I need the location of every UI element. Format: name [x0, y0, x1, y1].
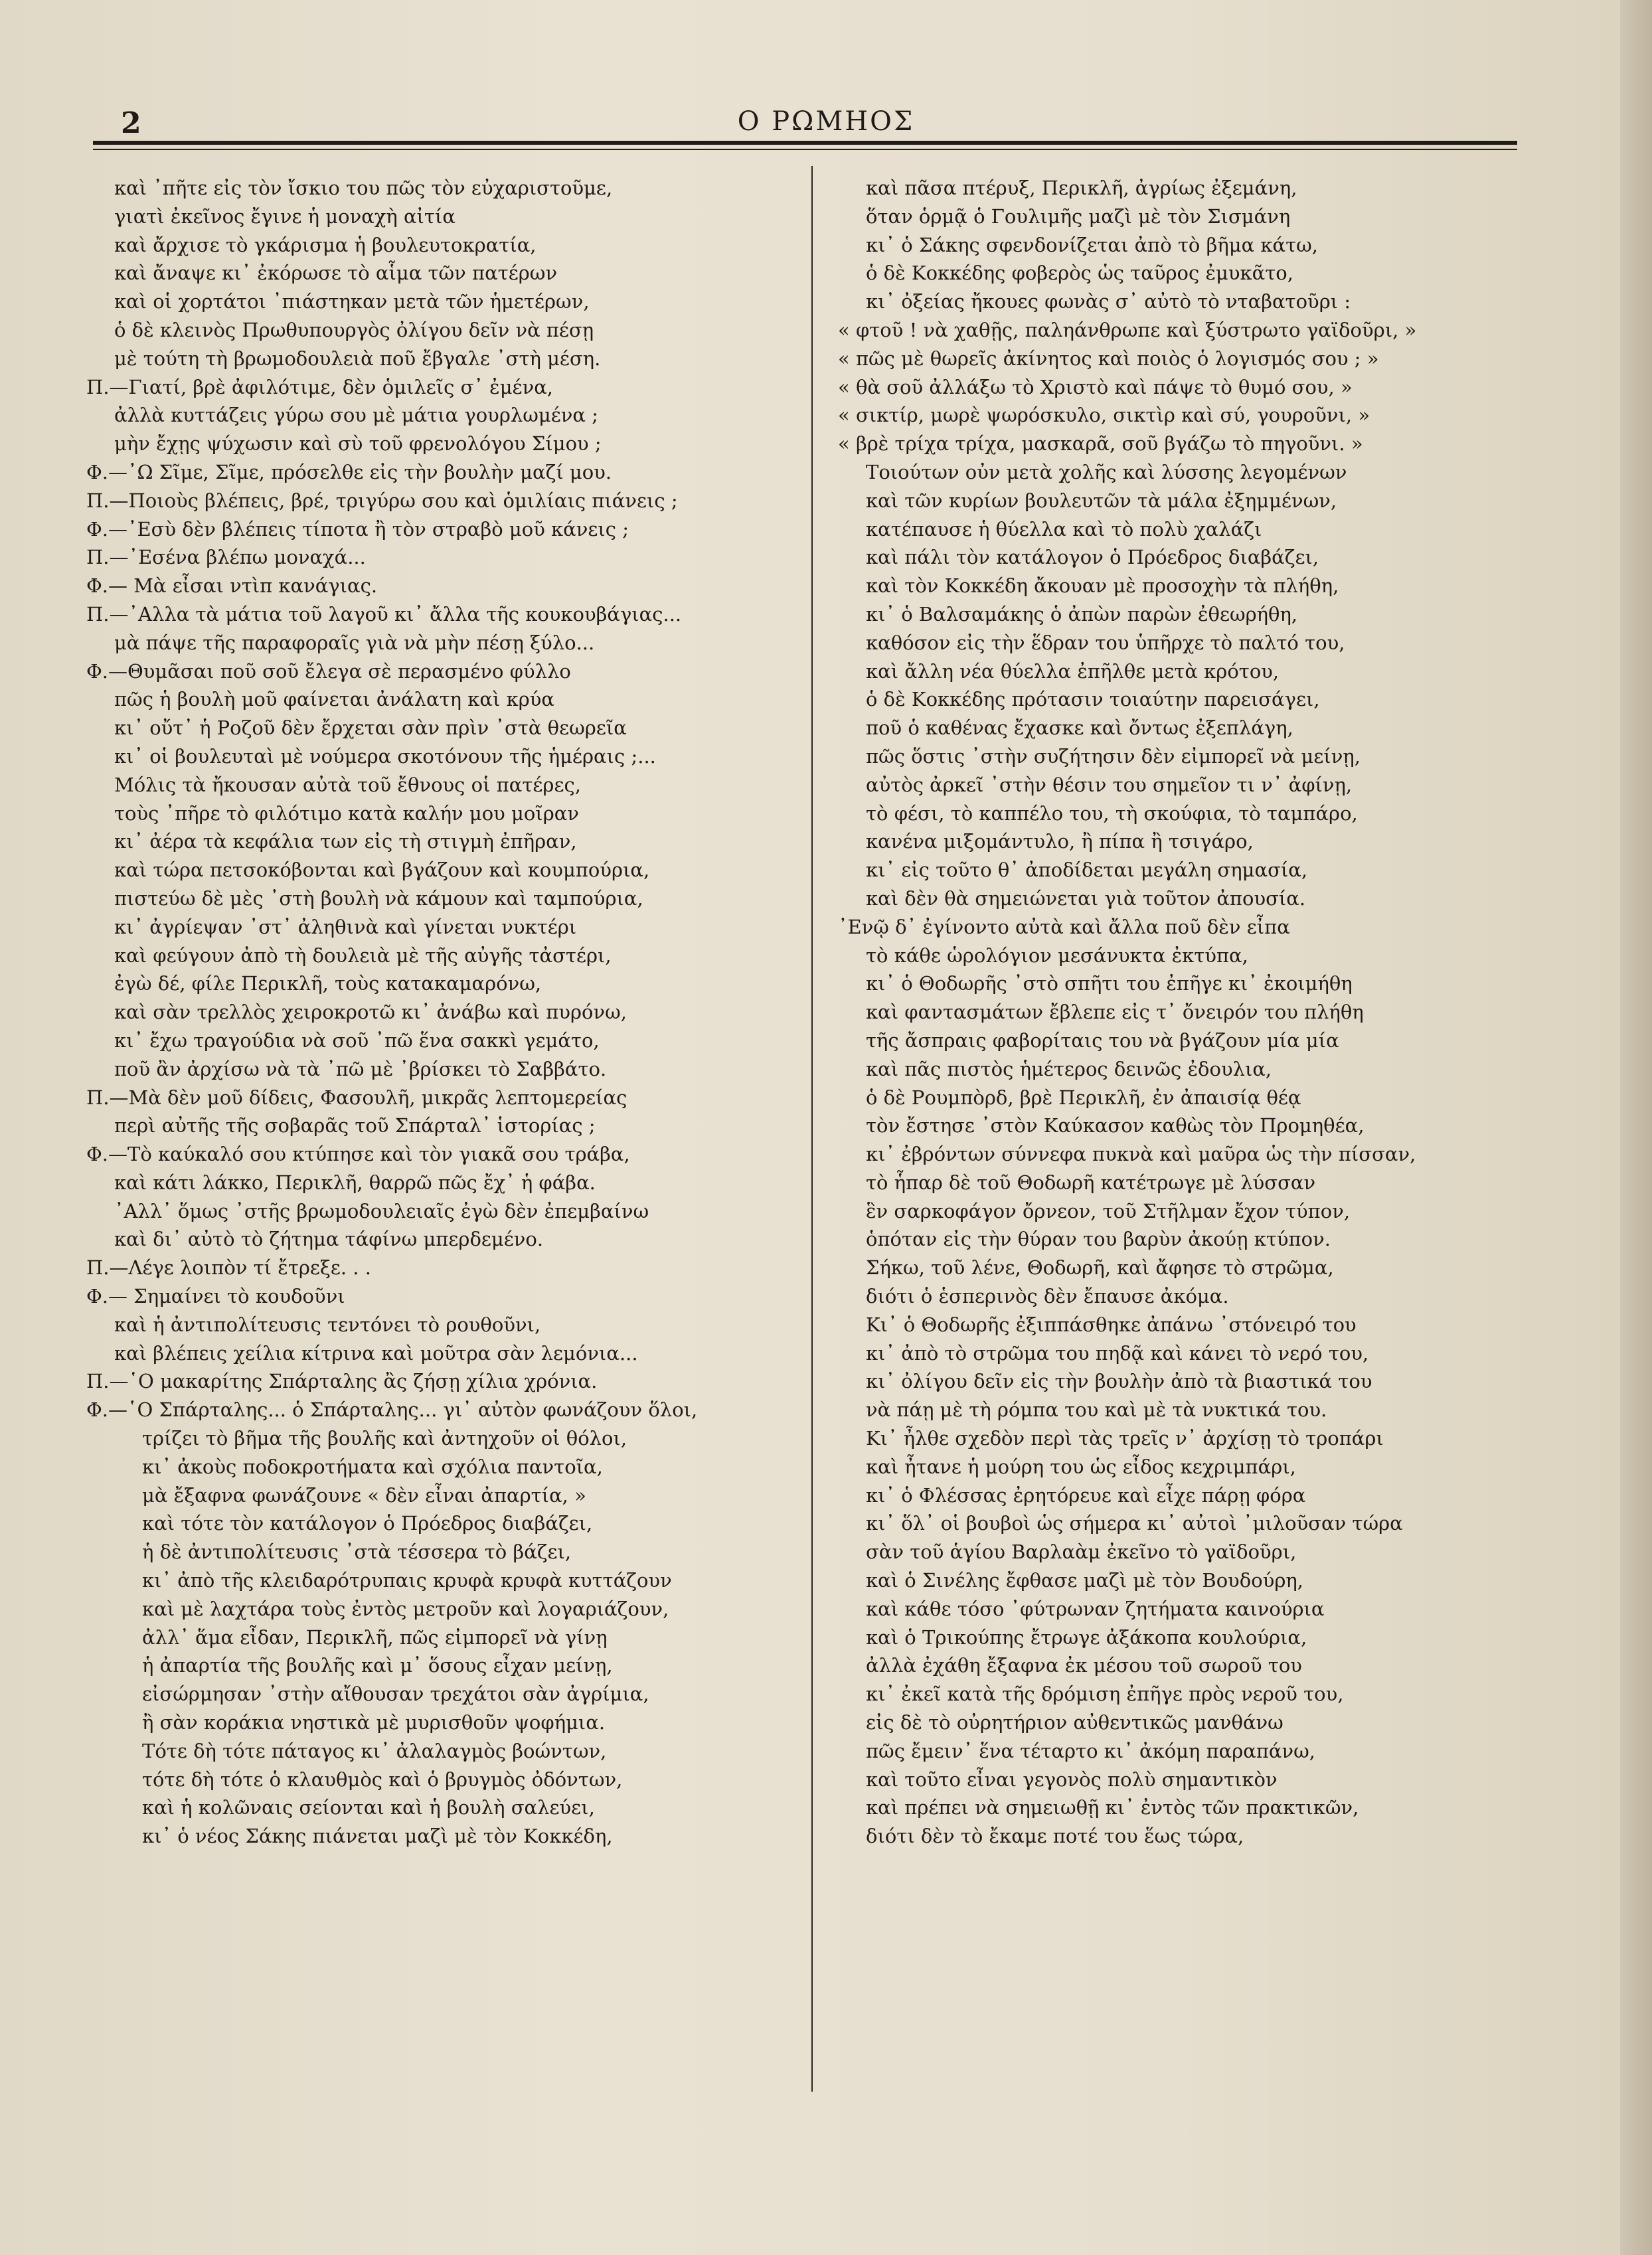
text-line: ἡ ἀπαρτία τῆς βουλῆς καὶ μ᾿ ὅσους εἶχαν μείνῃ, [142, 1654, 613, 1677]
text-line: ποῦ ὁ καθένας ἔχασκε καὶ ὄντως ἐξεπλάγη, [866, 716, 1293, 740]
text-line: κι᾿ ὁ Σάκης σφενδονίζεται ἀπὸ τὸ βῆμα κάτω, [866, 233, 1319, 256]
text-line: καὶ πᾶς πιστὸς ἡμέτερος δεινῶς ἐδουλια, [866, 1057, 1272, 1080]
text-line: κι᾿ ὀλίγου δεῖν εἰς τὴν βουλὴν ἀπὸ τὰ βιαστικά του [866, 1370, 1372, 1393]
text-line: ὁ δὲ Κοκκέδης πρότασιν τοιαύτην παρεισάγει, [866, 688, 1320, 711]
text-line: καθόσον εἰς τὴν ἕδραν του ὑπῆρχε τὸ παλτό του, [866, 631, 1345, 654]
text-line: πιστεύω δὲ μὲς ᾿στὴ βουλὴ νὰ κάμουν καὶ ταμπούρια, [114, 886, 643, 910]
text-line: καὶ τώρα πετσοκόβονται καὶ βγάζουν καὶ κουμπούρια, [114, 859, 650, 882]
text-line: ὁ δὲ Ρουμπὸρδ, βρὲ Περικλῆ, ἐν ἀπαισίᾳ θέᾳ [866, 1086, 1301, 1109]
page-number: 2 [121, 106, 141, 140]
text-line: κι᾿ εἰς τοῦτο θ᾿ ἀποδίδεται μεγάλη σημασία, [866, 859, 1308, 882]
text-line: καὶ σὰν τρελλὸς χειροκροτῶ κι᾿ ἀνάβω καὶ πυρόνω, [114, 1001, 627, 1024]
text-line: Τοιούτων οὐν μετὰ χολῆς καὶ λύσσης λεγομένων [866, 460, 1347, 483]
text-line: Φ.—᾿Εσὺ δὲν βλέπεις τίποτα ἢ τὸν στραβὸ μοῦ κάνεις ; [86, 517, 629, 541]
text-line: κι᾿ ὁ Φλέσσας ἐρητόρευε καὶ εἶχε πάρῃ φόρα [866, 1483, 1306, 1507]
text-line: καὶ ἡ ἀντιπολίτευσις τεντόνει τὸ ρουθοῦνι, [114, 1313, 541, 1336]
text-line: κι᾿ ἀέρα τὰ κεφάλια των εἰς τὴ στιγμὴ ἐπῆραν, [114, 830, 577, 853]
text-line: μὴν ἔχῃς ψύχωσιν καὶ σὺ τοῦ φρενολόγου Σίμου ; [114, 432, 602, 456]
text-line: κι᾿ ἀπὸ τὸ στρῶμα του πηδᾷ καὶ κάνει τὸ νερό του, [866, 1341, 1369, 1365]
text-line: καὶ μὲ λαχτάρα τοὺς ἐντὸς μετροῦν καὶ λογαριάζουν, [142, 1597, 669, 1620]
text-line: « βρὲ τρίχα τρίχα, μασκαρᾶ, σοῦ βγάζω τὸ πηγοῦνι. » [838, 432, 1363, 456]
text-line: καὶ πάλι τὸν κατάλογον ὁ Πρόεδρος διαβάζει, [866, 546, 1319, 569]
text-line: κι᾿ ἔχω τραγούδια νὰ σοῦ ᾿πῶ ἕνα σακκὶ γεμάτο, [114, 1029, 600, 1052]
text-line: καὶ βλέπεις χείλια κίτρινα καὶ μοῦτρα σὰν λεμόνια... [114, 1341, 638, 1365]
text-line: κι᾿ ὀξείας ἤκουες φωνὰς σ᾿ αὐτὸ τὸ νταβατοῦρι : [866, 290, 1351, 313]
text-line: Π.—῾Ο μακαρίτης Σπάρταλης ἂς ζήσῃ χίλια χρόνια. [86, 1370, 598, 1393]
text-line: καὶ φαντασμάτων ἔβλεπε εἰς τ᾿ ὄνειρόν του πλήθη [866, 1001, 1364, 1024]
text-line: τρίζει τὸ βῆμα τῆς βουλῆς καὶ ἀντηχοῦν οἱ θόλοι, [142, 1427, 627, 1450]
text-line: Φ.—᾿Ω Σῖμε, Σῖμε, πρόσελθε εἰς τὴν βουλὴν μαζί μου. [86, 460, 612, 483]
text-line: ὁ δὲ Κοκκέδης φοβερὸς ὡς ταῦρος ἐμυκᾶτο, [866, 262, 1293, 285]
text-line: καὶ τῶν κυρίων βουλευτῶν τὰ μάλα ἐξημμένων, [866, 489, 1337, 512]
text-line: εἰσώρμησαν ᾿στὴν αἴθουσαν τρεχάτοι σὰν ἀγρίμια, [142, 1683, 649, 1706]
text-line: κανένα μιξομάντυλο, ἢ πίπα ἢ τσιγάρο, [866, 830, 1254, 853]
text-line: Π.—Μὰ δὲν μοῦ δίδεις, Φασουλῆ, μικρᾶς λεπτομερείας [86, 1086, 627, 1109]
text-line: αὐτὸς ἀρκεῖ ᾿στὴν θέσιν του σημεῖον τι ν᾿ ἀφίνῃ, [866, 773, 1353, 796]
text-line: καὶ ἄλλη νέα θύελλα ἐπῆλθε μετὰ κρότου, [866, 659, 1280, 683]
text-line: τῆς ἄσπραις φαβορίταις του νὰ βγάζουν μία μία [866, 1029, 1339, 1052]
text-line: καὶ πρέπει νὰ σημειωθῇ κι᾿ ἐντὸς τῶν πρακτικῶν, [866, 1796, 1359, 1819]
text-line: ὁπόταν εἰς τὴν θύραν του βαρὺν ἀκούῃ κτύπον. [866, 1228, 1331, 1251]
header-rule-thin [93, 149, 1517, 150]
text-line: περὶ αὐτῆς τῆς σοβαρᾶς τοῦ Σπάρταλ᾿ ἱστορίας ; [114, 1114, 596, 1137]
text-line: κι᾿ ἀγρίεψαν ᾿στ᾿ ἀληθινὰ καὶ γίνεται νυκτέρι [114, 915, 577, 938]
text-line: ᾿Αλλ᾿ ὅμως ᾿στῆς βρωμοδουλειαῖς ἐγὼ δὲν ἐπεμβαίνω [114, 1199, 649, 1222]
text-line: Φ.— Σημαίνει τὸ κουδοῦνι [86, 1285, 345, 1308]
text-line: τὸν ἔστησε ᾿στὸν Καύκασον καθὼς τὸν Προμηθέα, [866, 1114, 1364, 1137]
text-line: καὶ τὸν Κοκκέδη ἄκουαν μὲ προσοχὴν τὰ πλήθη, [866, 574, 1339, 598]
text-line: κι᾿ ἐβρόντων σύννεφα πυκνὰ καὶ μαῦρα ὡς τὴν πίσσαν, [866, 1143, 1416, 1166]
text-line: τὸ φέσι, τὸ καππέλο του, τὴ σκούφια, τὸ ταμπάρο, [866, 801, 1358, 825]
text-line: ἢ σὰν κοράκια νηστικὰ μὲ μυρισθοῦν ψοφήμια. [142, 1711, 606, 1734]
text-line: « πῶς μὲ θωρεῖς ἀκίνητος καὶ ποιὸς ὁ λογισμός σου ; » [838, 347, 1379, 370]
text-line: Π.—Ποιοὺς βλέπεις, βρέ, τριγύρω σου καὶ ὁμιλίαις πιάνεις ; [86, 489, 678, 512]
text-line: καὶ πᾶσα πτέρυξ, Περικλῆ, ἀγρίως ἐξεμάνη, [866, 177, 1297, 199]
masthead-title: Ο ΡΩΜΗΟΣ [737, 106, 915, 137]
text-line: καὶ κάτι λάκκο, Περικλῆ, θαρρῶ πῶς ἔχ᾿ ἡ φάβα. [114, 1171, 596, 1194]
text-line: διότι ὁ ἑσπερινὸς δὲν ἔπαυσε ἀκόμα. [866, 1285, 1229, 1308]
text-line: κι᾿ οἱ βουλευταὶ μὲ νούμερα σκοτόνουν τῆς ἡμέραις ;... [114, 744, 656, 768]
text-line: κι᾿ ὅλ᾿ οἱ βουβοὶ ὡς σήμερα κι᾿ αὐτοὶ ᾿μιλοῦσαν τώρα [866, 1512, 1403, 1535]
text-line: κι᾿ ὁ Βαλσαμάκης ὁ ἀπὼν παρὼν ἐθεωρήθη, [866, 602, 1298, 626]
text-line: Φ.—῾Ο Σπάρταλης... ὁ Σπάρταλης... γι᾿ αὐτὸν φωνάζουν ὅλοι, [86, 1398, 698, 1422]
text-line: μὲ τούτη τὴ βρωμοδουλειὰ ποῦ ἔβγαλε ᾿στὴ μέση. [114, 347, 601, 370]
column-divider [811, 166, 813, 2092]
text-line: Π.—Γιατί, βρὲ ἀφιλότιμε, δὲν ὁμιλεῖς σ᾿ ἐμένα, [86, 375, 554, 398]
text-line: ἀλλὰ κυττάζεις γύρω σου μὲ μάτια γουρλωμένα ; [114, 404, 598, 427]
header-rule [93, 141, 1517, 145]
text-line: Φ.—Θυμᾶσαι ποῦ σοῦ ἔλεγα σὲ περασμένο φύλλο [86, 659, 571, 683]
text-line: « φτοῦ ! νὰ χαθῇς, παληάνθρωπε καὶ ξύστρωτο γαϊδοῦρι, » [838, 318, 1417, 341]
adjacent-page-edge [1620, 0, 1652, 2255]
right-column [838, 174, 1602, 1851]
text-line: « θὰ σοῦ ἀλλάξω τὸ Χριστὸ καὶ πάψε τὸ θυμό σου, » [838, 375, 1353, 398]
text-line: καὶ ᾿πῆτε εἰς τὸν ἴσκιο του πῶς τὸν εὐχαριστοῦμε, [114, 177, 613, 199]
text-line: σὰν τοῦ ἁγίου Βαρλαὰμ ἐκεῖνο τὸ γαϊδοῦρι, [866, 1541, 1297, 1564]
text-line: τὸ κάθε ὡρολόγιον μεσάνυκτα ἐκτύπα, [866, 944, 1248, 967]
text-line: τοὺς ᾿πῆρε τὸ φιλότιμο κατὰ καλήν μου μοῖραν [114, 801, 579, 825]
text-line: γιατὶ ἐκεῖνος ἔγινε ἡ μοναχὴ αἰτία [114, 205, 455, 228]
text-line: καὶ δι᾿ αὐτὸ τὸ ζήτημα τάφίνω μπερδεμένο. [114, 1228, 544, 1251]
text-line: καὶ οἱ χορτάτοι ᾿πιάστηκαν μετὰ τῶν ἡμετέρων, [114, 290, 590, 313]
text-line: ἐγὼ δέ, φίλε Περικλῆ, τοὺς κατακαμαρόνω, [114, 972, 542, 995]
text-line: Π.—Λέγε λοιπὸν τί ἔτρεξε. . . [86, 1256, 372, 1280]
text-line: πῶς ἔμειν᾿ ἕνα τέταρτο κι᾿ ἀκόμη παραπάνω, [866, 1739, 1316, 1762]
text-line: κι᾿ ὁ νέος Σάκης πιάνεται μαζὶ μὲ τὸν Κοκκέδη, [142, 1825, 613, 1848]
text-line: μὰ πάψε τῆς παραφοραῖς γιὰ νὰ μὴν πέσῃ ξύλο... [114, 631, 595, 654]
text-line: κι᾿ οὔτ᾿ ἡ Ροζοῦ δὲν ἔρχεται σὰν πρὶν ᾿στὰ θεωρεῖα [114, 716, 627, 740]
text-line: Π.—᾿Αλλα τὰ μάτια τοῦ λαγοῦ κι᾿ ἄλλα τῆς κουκουβάγιας... [86, 602, 682, 626]
text-line: καὶ φεύγουν ἀπὸ τὴ δουλειὰ μὲ τῆς αὐγῆς τἀστέρι, [114, 944, 612, 967]
text-line: τὸ ἧπαρ δὲ τοῦ Θοδωρῆ κατέτρωγε μὲ λύσσαν [866, 1171, 1316, 1194]
text-line: Φ.—Τὸ καύκαλό σου κτύπησε καὶ τὸν γιακᾶ σου τράβα, [86, 1143, 630, 1166]
text-line: ἡ δὲ ἀντιπολίτευσις ᾿στὰ τέσσερα τὸ βάζει, [142, 1541, 572, 1564]
text-line: κι᾿ ἀκοὺς ποδοκροτήματα καὶ σχόλια παντοῖα, [142, 1455, 603, 1478]
text-line: Φ.— Μὰ εἶσαι ντὶπ κανάγιας. [86, 574, 378, 598]
text-line: κι᾿ ἐκεῖ κατὰ τῆς δρόμιση ἐπῆγε πρὸς νεροῦ του, [866, 1683, 1344, 1706]
text-line: καὶ τοῦτο εἶναι γεγονὸς πολὺ σημαντικὸν [866, 1768, 1278, 1791]
text-line: Τότε δὴ τότε πάταγος κι᾿ ἀλαλαγμὸς βοώντων, [142, 1739, 607, 1762]
text-line: μὰ ἔξαφνα φωνάζουνε « δὲν εἶναι ἀπαρτία, » [142, 1483, 586, 1507]
text-line: καὶ ἄρχισε τὸ γκάρισμα ἡ βουλευτοκρατία, [114, 233, 537, 256]
text-line: εἰς δὲ τὸ οὐρητήριον αὐθεντικῶς μανθάνω [866, 1711, 1283, 1734]
left-column [86, 174, 784, 1851]
text-line: νὰ πάῃ μὲ τὴ ρόμπα του καὶ μὲ τὰ νυκτικά του. [866, 1398, 1327, 1422]
text-line: « σικτίρ, μωρὲ ψωρόσκυλο, σικτὶρ καὶ σύ, γουροῦνι, » [838, 404, 1370, 427]
text-line: ἀλλ᾿ ἅμα εἶδαν, Περικλῆ, πῶς εἰμπορεῖ νὰ γίνῃ [142, 1626, 608, 1649]
text-line: πῶς ὅστις ᾿στὴν συζήτησιν δὲν εἰμπορεῖ νὰ μείνῃ, [866, 744, 1361, 768]
text-line: κι᾿ ὁ Θοδωρῆς ᾿στὸ σπῆτι του ἐπῆγε κι᾿ ἐκοιμήθη [866, 972, 1353, 995]
text-line: διότι δὲν τὸ ἔκαμε ποτέ του ἕως τώρα, [866, 1825, 1244, 1848]
text-line: ποῦ ἂν ἀρχίσω νὰ τὰ ᾿πῶ μὲ ᾿βρίσκει τὸ Σαββάτο. [114, 1057, 607, 1080]
text-line: κατέπαυσε ἡ θύελλα καὶ τὸ πολὺ χαλάζι [866, 517, 1262, 541]
text-line: ἓν σαρκοφάγον ὄρνεον, τοῦ Στῆλμαν ἔχον τύπον, [866, 1199, 1351, 1222]
text-line: καὶ ἦτανε ἡ μούρη του ὡς εἶδος κεχριμπάρι, [866, 1455, 1296, 1478]
text-line: ἀλλὰ ἐχάθη ἔξαφνα ἐκ μέσου τοῦ σωροῦ του [866, 1654, 1302, 1677]
text-line: Σήκω, τοῦ λένε, Θοδωρῆ, καὶ ἄφησε τὸ στρῶμα, [866, 1256, 1334, 1280]
text-line: κι᾿ ἀπὸ τῆς κλειδαρότρυπαις κρυφὰ κρυφὰ κυττάζουν [142, 1569, 672, 1592]
text-line: καὶ κάθε τόσο ᾿φύτρωναν ζητήματα καινούρια [866, 1597, 1325, 1620]
text-line: τότε δὴ τότε ὁ κλαυθμὸς καὶ ὁ βρυγμὸς ὀδόντων, [142, 1768, 623, 1791]
text-line: καὶ τότε τὸν κατάλογον ὁ Πρόεδρος διαβάζει, [142, 1512, 593, 1535]
text-line: καὶ ὁ Τρικούπης ἔτρωγε ἀξάκοπα κουλούρια, [866, 1626, 1307, 1649]
text-line: καὶ ἡ κολῶναις σείονται καὶ ἡ βουλὴ σαλεύει, [142, 1796, 595, 1819]
text-line: Κι᾿ ὁ Θοδωρῆς ἐξιππάσθηκε ἀπάνω ᾿στόνειρό του [866, 1313, 1357, 1336]
text-line: πῶς ἡ βουλὴ μοῦ φαίνεται ἀνάλατη καὶ κρύα [114, 688, 554, 711]
text-line: ᾿Ενῷ δ᾿ ἐγίνοντο αὐτὰ καὶ ἄλλα ποῦ δὲν εἶπα [838, 915, 1290, 938]
text-line: ὁ δὲ κλεινὸς Πρωθυπουργὸς ὀλίγου δεῖν νὰ πέσῃ [114, 318, 594, 341]
text-line: καὶ ἄναψε κι᾿ ἐκόρωσε τὸ αἷμα τῶν πατέρων [114, 262, 558, 285]
text-line: ὅταν ὁρμᾷ ὁ Γουλιμῆς μαζὶ μὲ τὸν Σισμάνη [866, 205, 1291, 228]
text-line: Μόλις τὰ ἤκουσαν αὐτὰ τοῦ ἔθνους οἱ πατέρες, [114, 773, 581, 796]
text-line: καὶ ὁ Σινέλης ἔφθασε μαζὶ μὲ τὸν Βουδούρη, [866, 1569, 1303, 1592]
text-line: Κι᾿ ἦλθε σχεδὸν περὶ τὰς τρεῖς ν᾿ ἀρχίσῃ τὸ τροπάρι [866, 1427, 1384, 1450]
text-line: καὶ δὲν θὰ σημειώνεται γιὰ τοῦτον ἀπουσία. [866, 886, 1306, 910]
text-line: Π.—᾿Εσένα βλέπω μοναχά... [86, 546, 366, 569]
